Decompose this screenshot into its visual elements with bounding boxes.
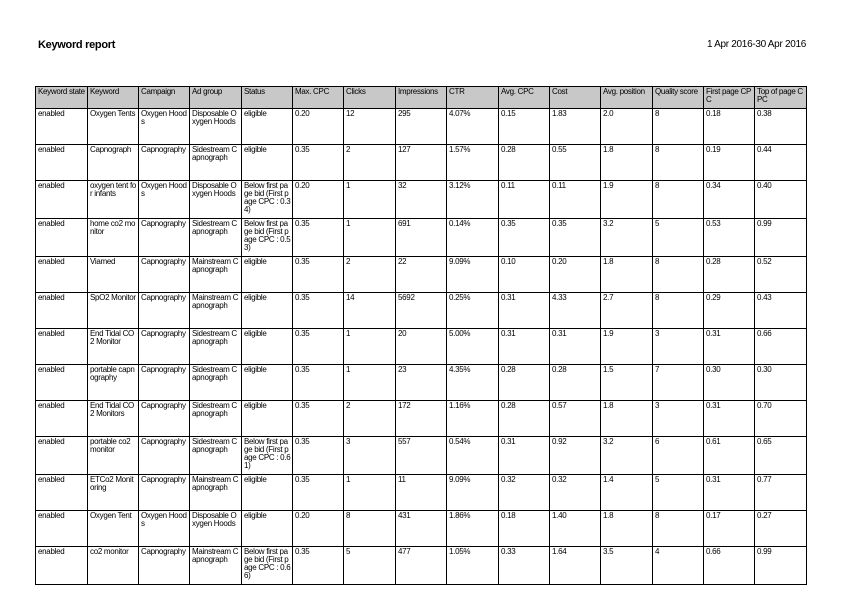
cell-first-page-cpc: 0.29: [704, 293, 755, 329]
cell-impressions: 5692: [396, 293, 447, 329]
cell-avg-cpc: 0.32: [499, 475, 550, 511]
cell-avg-cpc: 0.33: [499, 547, 550, 585]
cell-avg-cpc: 0.31: [499, 293, 550, 329]
cell-impressions: 431: [396, 511, 447, 547]
cell-impressions: 32: [396, 181, 447, 219]
cell-ad-group: Sidestream Capnograph: [190, 437, 242, 475]
table-row: [36, 365, 807, 401]
cell-avg-cpc: 0.31: [499, 437, 550, 475]
cell-quality-score: 3: [653, 329, 704, 365]
cell-keyword-state: enabled: [36, 365, 88, 401]
cell-cost: 4.33: [550, 293, 601, 329]
header-status: Status: [242, 87, 293, 109]
header-max-cpc: Max. CPC: [293, 87, 344, 109]
cell-ad-group: Mainstream Capnograph: [190, 293, 242, 329]
header-quality-score: Quality score: [653, 87, 704, 109]
cell-ad-group: Disposable Oxygen Hoods: [190, 181, 242, 219]
table-row: [36, 329, 807, 365]
cell-ad-group: Mainstream Capnograph: [190, 257, 242, 293]
cell-ctr: 1.57%: [447, 145, 499, 181]
cell-campaign: Capnography: [139, 257, 190, 293]
cell-clicks: 5: [344, 547, 396, 585]
cell-avg-cpc: 0.10: [499, 257, 550, 293]
cell-clicks: 1: [344, 329, 396, 365]
cell-ad-group: Sidestream Capnograph: [190, 145, 242, 181]
cell-ctr: 1.05%: [447, 547, 499, 585]
cell-keyword: portable capnography: [88, 365, 139, 401]
cell-top-of-page-cpc: 0.77: [755, 475, 807, 511]
header-ad-group: Ad group: [190, 87, 242, 109]
cell-impressions: 557: [396, 437, 447, 475]
cell-quality-score: 3: [653, 401, 704, 437]
cell-clicks: 1: [344, 475, 396, 511]
cell-campaign: Capnography: [139, 329, 190, 365]
cell-max-cpc: 0.35: [293, 547, 344, 585]
cell-top-of-page-cpc: 0.43: [755, 293, 807, 329]
cell-keyword: ETCo2 Monitoring: [88, 475, 139, 511]
cell-top-of-page-cpc: 0.65: [755, 437, 807, 475]
cell-ctr: 4.07%: [447, 109, 499, 145]
table-body: [36, 109, 807, 585]
cell-ctr: 5.00%: [447, 329, 499, 365]
cell-avg-position: 3.2: [601, 437, 653, 475]
header-cost: Cost: [550, 87, 601, 109]
cell-ctr: 9.09%: [447, 257, 499, 293]
cell-keyword: End Tidal CO2 Monitor: [88, 329, 139, 365]
cell-cost: 0.35: [550, 219, 601, 257]
cell-clicks: 8: [344, 511, 396, 547]
header-first-page-cpc: First page CPC: [704, 87, 755, 109]
cell-keyword-state: enabled: [36, 257, 88, 293]
header-avg-position: Avg. position: [601, 87, 653, 109]
cell-keyword: Oxygen Tents: [88, 109, 139, 145]
cell-avg-cpc: 0.18: [499, 511, 550, 547]
cell-avg-cpc: 0.28: [499, 365, 550, 401]
cell-ad-group: Disposable Oxygen Hoods: [190, 109, 242, 145]
cell-cost: 0.20: [550, 257, 601, 293]
cell-keyword: co2 monitor: [88, 547, 139, 585]
cell-clicks: 1: [344, 219, 396, 257]
cell-avg-cpc: 0.15: [499, 109, 550, 145]
cell-impressions: 11: [396, 475, 447, 511]
cell-campaign: Capnography: [139, 145, 190, 181]
cell-impressions: 20: [396, 329, 447, 365]
cell-keyword: portable co2 monitor: [88, 437, 139, 475]
cell-quality-score: 8: [653, 181, 704, 219]
report-title: Keyword report: [38, 39, 116, 51]
cell-ctr: 0.54%: [447, 437, 499, 475]
cell-keyword-state: enabled: [36, 547, 88, 585]
cell-keyword-state: enabled: [36, 219, 88, 257]
cell-first-page-cpc: 0.34: [704, 181, 755, 219]
keyword-table: [35, 86, 807, 585]
cell-max-cpc: 0.20: [293, 511, 344, 547]
cell-status: eligible: [242, 329, 293, 365]
cell-status: eligible: [242, 257, 293, 293]
cell-keyword: Viamed: [88, 257, 139, 293]
cell-cost: 0.57: [550, 401, 601, 437]
cell-first-page-cpc: 0.61: [704, 437, 755, 475]
cell-campaign: Capnography: [139, 219, 190, 257]
cell-top-of-page-cpc: 0.44: [755, 145, 807, 181]
cell-max-cpc: 0.35: [293, 329, 344, 365]
cell-keyword-state: enabled: [36, 511, 88, 547]
cell-cost: 0.92: [550, 437, 601, 475]
cell-ad-group: Sidestream Capnograph: [190, 365, 242, 401]
cell-ctr: 4.35%: [447, 365, 499, 401]
cell-avg-position: 1.5: [601, 365, 653, 401]
cell-top-of-page-cpc: 0.70: [755, 401, 807, 437]
cell-avg-position: 1.8: [601, 257, 653, 293]
cell-status: eligible: [242, 401, 293, 437]
cell-quality-score: 8: [653, 511, 704, 547]
cell-avg-position: 3.5: [601, 547, 653, 585]
cell-avg-position: 2.0: [601, 109, 653, 145]
header-clicks: Clicks: [344, 87, 396, 109]
cell-top-of-page-cpc: 0.30: [755, 365, 807, 401]
cell-impressions: 127: [396, 145, 447, 181]
cell-campaign: Oxygen Hoods: [139, 109, 190, 145]
cell-keyword-state: enabled: [36, 329, 88, 365]
cell-avg-position: 1.9: [601, 181, 653, 219]
cell-max-cpc: 0.35: [293, 145, 344, 181]
header-keyword-state: Keyword state: [36, 87, 88, 109]
cell-quality-score: 8: [653, 257, 704, 293]
cell-ad-group: Mainstream Capnograph: [190, 475, 242, 511]
header-avg-cpc: Avg. CPC: [499, 87, 550, 109]
cell-status: eligible: [242, 511, 293, 547]
cell-keyword-state: enabled: [36, 437, 88, 475]
cell-first-page-cpc: 0.31: [704, 329, 755, 365]
cell-top-of-page-cpc: 0.66: [755, 329, 807, 365]
cell-campaign: Capnography: [139, 475, 190, 511]
cell-cost: 0.11: [550, 181, 601, 219]
cell-first-page-cpc: 0.28: [704, 257, 755, 293]
cell-impressions: 172: [396, 401, 447, 437]
cell-clicks: 2: [344, 401, 396, 437]
header-ctr: CTR: [447, 87, 499, 109]
cell-quality-score: 7: [653, 365, 704, 401]
cell-ad-group: Sidestream Capnograph: [190, 219, 242, 257]
cell-avg-cpc: 0.28: [499, 401, 550, 437]
cell-max-cpc: 0.35: [293, 365, 344, 401]
cell-first-page-cpc: 0.19: [704, 145, 755, 181]
table-row: [36, 109, 807, 145]
cell-campaign: Capnography: [139, 401, 190, 437]
cell-avg-cpc: 0.11: [499, 181, 550, 219]
cell-max-cpc: 0.35: [293, 219, 344, 257]
header-top-of-page-cpc: Top of page CPC: [755, 87, 807, 109]
cell-keyword-state: enabled: [36, 475, 88, 511]
cell-keyword: Oxygen Tent: [88, 511, 139, 547]
cell-avg-position: 2.7: [601, 293, 653, 329]
cell-status: eligible: [242, 145, 293, 181]
cell-cost: 0.32: [550, 475, 601, 511]
cell-status: Below first page bid (First page CPC : 0.53): [242, 219, 293, 257]
cell-ctr: 0.25%: [447, 293, 499, 329]
cell-impressions: 691: [396, 219, 447, 257]
cell-top-of-page-cpc: 0.27: [755, 511, 807, 547]
cell-max-cpc: 0.20: [293, 109, 344, 145]
cell-campaign: Capnography: [139, 437, 190, 475]
cell-avg-position: 1.9: [601, 329, 653, 365]
cell-top-of-page-cpc: 0.40: [755, 181, 807, 219]
cell-first-page-cpc: 0.31: [704, 475, 755, 511]
cell-max-cpc: 0.35: [293, 437, 344, 475]
cell-impressions: 22: [396, 257, 447, 293]
cell-avg-cpc: 0.35: [499, 219, 550, 257]
header-campaign: Campaign: [139, 87, 190, 109]
cell-keyword: Capnograph: [88, 145, 139, 181]
cell-impressions: 477: [396, 547, 447, 585]
cell-first-page-cpc: 0.53: [704, 219, 755, 257]
cell-status: eligible: [242, 109, 293, 145]
cell-first-page-cpc: 0.17: [704, 511, 755, 547]
cell-cost: 1.40: [550, 511, 601, 547]
cell-first-page-cpc: 0.31: [704, 401, 755, 437]
cell-keyword: oxygen tent for infants: [88, 181, 139, 219]
header-keyword: Keyword: [88, 87, 139, 109]
cell-quality-score: 5: [653, 219, 704, 257]
cell-ad-group: Sidestream Capnograph: [190, 401, 242, 437]
table-row: [36, 511, 807, 547]
cell-campaign: Capnography: [139, 547, 190, 585]
cell-quality-score: 8: [653, 293, 704, 329]
cell-keyword: home co2 monitor: [88, 219, 139, 257]
cell-keyword-state: enabled: [36, 145, 88, 181]
cell-avg-position: 3.2: [601, 219, 653, 257]
table-row: [36, 475, 807, 511]
cell-status: eligible: [242, 475, 293, 511]
table-row: [36, 219, 807, 257]
cell-cost: 1.64: [550, 547, 601, 585]
cell-max-cpc: 0.35: [293, 475, 344, 511]
cell-top-of-page-cpc: 0.52: [755, 257, 807, 293]
cell-status: Below first page bid (First page CPC : 0.66): [242, 547, 293, 585]
cell-status: eligible: [242, 365, 293, 401]
table-row: [36, 145, 807, 181]
cell-clicks: 3: [344, 437, 396, 475]
cell-quality-score: 8: [653, 109, 704, 145]
cell-max-cpc: 0.35: [293, 293, 344, 329]
cell-clicks: 12: [344, 109, 396, 145]
cell-campaign: Capnography: [139, 365, 190, 401]
cell-impressions: 295: [396, 109, 447, 145]
cell-quality-score: 4: [653, 547, 704, 585]
cell-clicks: 1: [344, 365, 396, 401]
cell-ad-group: Mainstream Capnograph: [190, 547, 242, 585]
cell-clicks: 2: [344, 257, 396, 293]
cell-first-page-cpc: 0.30: [704, 365, 755, 401]
cell-campaign: Oxygen Hoods: [139, 511, 190, 547]
cell-quality-score: 8: [653, 145, 704, 181]
cell-ctr: 9.09%: [447, 475, 499, 511]
table-header-row: [36, 87, 807, 109]
cell-first-page-cpc: 0.18: [704, 109, 755, 145]
cell-campaign: Capnography: [139, 293, 190, 329]
cell-top-of-page-cpc: 0.38: [755, 109, 807, 145]
table-row: [36, 181, 807, 219]
cell-cost: 0.28: [550, 365, 601, 401]
cell-first-page-cpc: 0.66: [704, 547, 755, 585]
cell-campaign: Oxygen Hoods: [139, 181, 190, 219]
cell-clicks: 14: [344, 293, 396, 329]
cell-avg-position: 1.8: [601, 401, 653, 437]
cell-max-cpc: 0.35: [293, 401, 344, 437]
cell-ctr: 1.86%: [447, 511, 499, 547]
cell-max-cpc: 0.20: [293, 181, 344, 219]
cell-avg-position: 1.8: [601, 511, 653, 547]
cell-top-of-page-cpc: 0.99: [755, 219, 807, 257]
cell-ctr: 3.12%: [447, 181, 499, 219]
cell-ad-group: Disposable Oxygen Hoods: [190, 511, 242, 547]
cell-keyword-state: enabled: [36, 401, 88, 437]
cell-clicks: 1: [344, 181, 396, 219]
cell-avg-position: 1.8: [601, 145, 653, 181]
cell-status: eligible: [242, 293, 293, 329]
cell-avg-cpc: 0.31: [499, 329, 550, 365]
cell-keyword: End Tidal CO2 Monitors: [88, 401, 139, 437]
cell-avg-position: 1.4: [601, 475, 653, 511]
cell-keyword-state: enabled: [36, 109, 88, 145]
cell-cost: 1.83: [550, 109, 601, 145]
cell-avg-cpc: 0.28: [499, 145, 550, 181]
cell-keyword: SpO2 Monitor: [88, 293, 139, 329]
cell-top-of-page-cpc: 0.99: [755, 547, 807, 585]
cell-keyword-state: enabled: [36, 181, 88, 219]
cell-status: Below first page bid (First page CPC : 0.34): [242, 181, 293, 219]
table-row: [36, 401, 807, 437]
cell-quality-score: 6: [653, 437, 704, 475]
cell-status: Below first page bid (First page CPC : 0.61): [242, 437, 293, 475]
report-date-range: 1 Apr 2016-30 Apr 2016: [706, 39, 806, 50]
table-row: [36, 257, 807, 293]
table-row: [36, 437, 807, 475]
cell-quality-score: 5: [653, 475, 704, 511]
cell-ctr: 0.14%: [447, 219, 499, 257]
cell-impressions: 23: [396, 365, 447, 401]
cell-cost: 0.31: [550, 329, 601, 365]
cell-clicks: 2: [344, 145, 396, 181]
table-row: [36, 293, 807, 329]
cell-max-cpc: 0.35: [293, 257, 344, 293]
table-row: [36, 547, 807, 585]
cell-ctr: 1.16%: [447, 401, 499, 437]
cell-cost: 0.55: [550, 145, 601, 181]
cell-keyword-state: enabled: [36, 293, 88, 329]
header-impressions: Impressions: [396, 87, 447, 109]
cell-ad-group: Sidestream Capnograph: [190, 329, 242, 365]
